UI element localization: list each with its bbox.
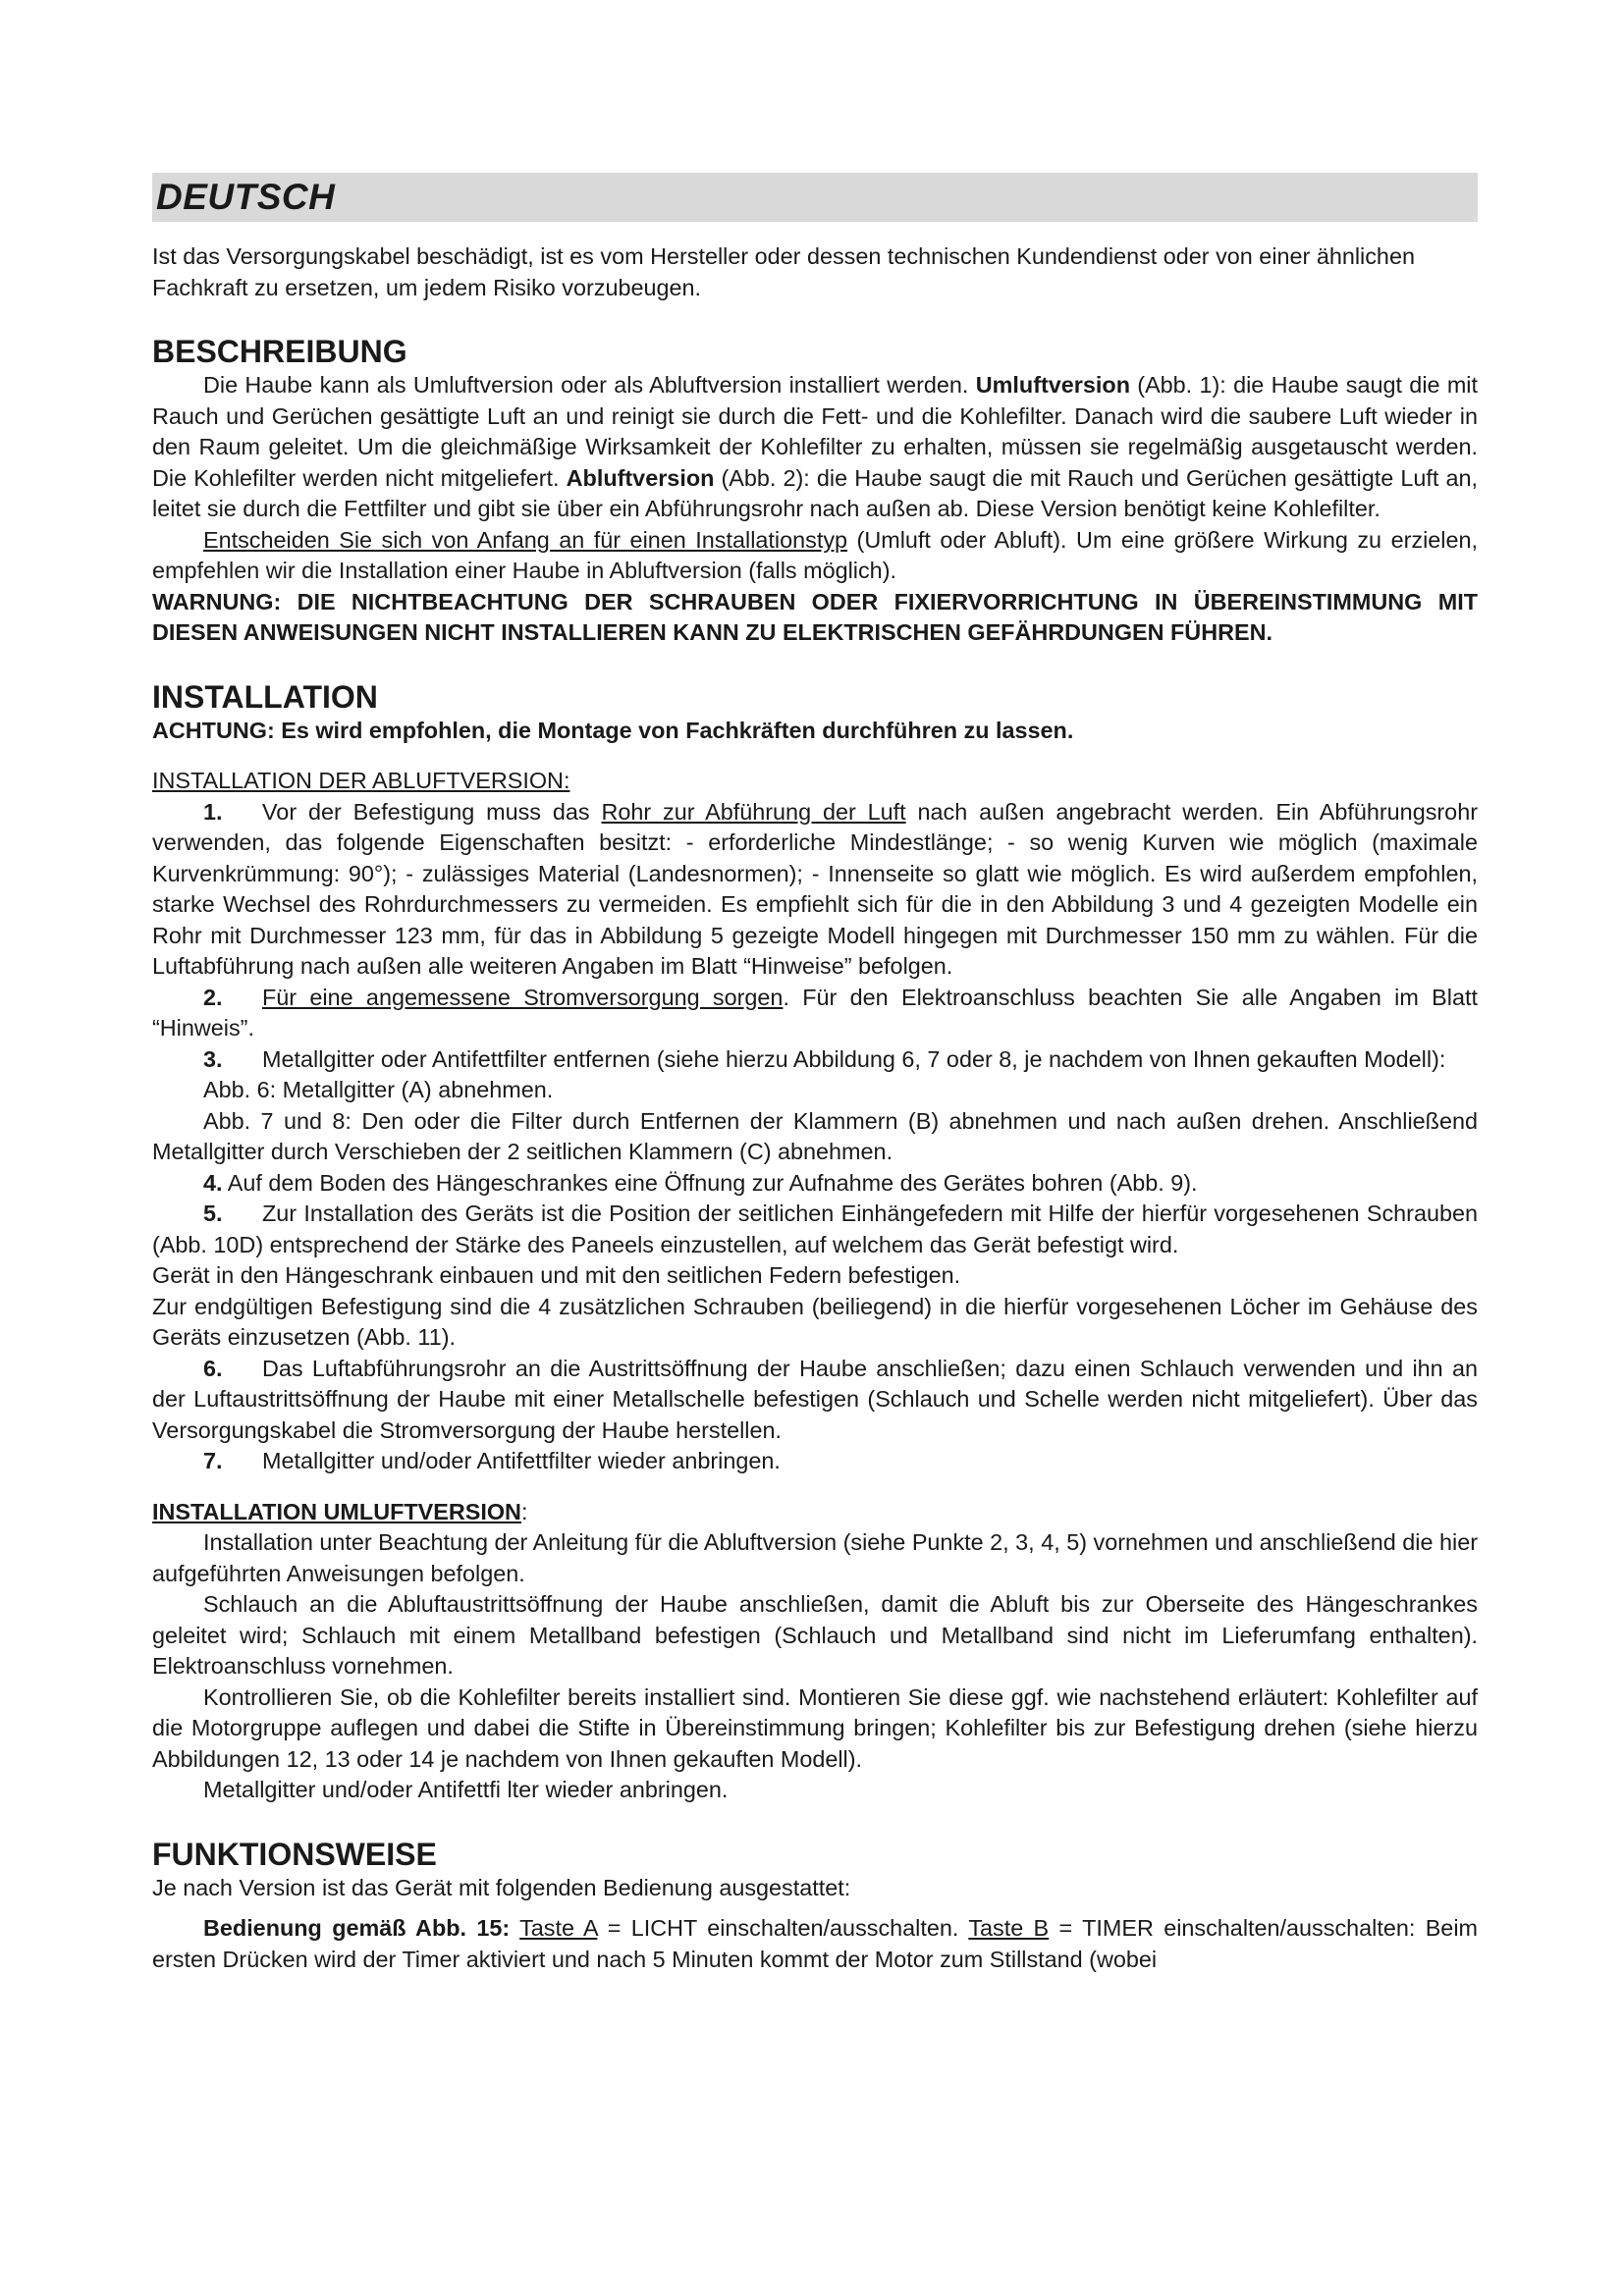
section-heading-beschreibung: BESCHREIBUNG [152, 334, 407, 369]
funktionsweise-intro: Je nach Version ist das Gerät mit folgenden Bedienung ausgestattet: [152, 1874, 851, 1900]
installation-type-paragraph: Entscheiden Sie sich von Anfang an für einen Installationstyp (Umluft oder Abluft). Um eine größere Wirkung zu erzielen, empfehlen wir die Installation einer Haube in Abluftversion (falls möglich). [152, 526, 1478, 583]
umluft-paragraph-4: Metallgitter und/oder Antifettfi lter wieder anbringen. [203, 1777, 729, 1802]
step-1: 1. Vor der Befestigung muss das Rohr zur Abführung der Luft nach außen angebracht werden. Ein Abführungsrohr verwenden, das folgende Eigenschaften besitzt: - erforderliche Mindestlänge; - so wenig Kurven wie möglich (maximale Kurvenkrümmung: 90°); - zulässiges Material (Landesnormen); - Innenseite so glatt wie möglich. Es wird außerdem empfohlen, starke Wechsel des Rohrdurchmessers zu vermeiden. Es empfiehlt sich für die in den Abbildung 3 und 4 gezeigten Modelle ein Rohr mit Durchmesser 123 mm, für das in Abbildung 5 gezeigte Modell hingegen mit Durchmesser 150 mm zu wählen. Für die Luftabführung nach außen alle weiteren Angaben im Blatt “Hinweise” befolgen. [152, 798, 1478, 979]
step-5-b: Gerät in den Hängeschrank einbauen und mit den seitlichen Federn befestigen. [152, 1262, 961, 1288]
step-6: 6. Das Luftabführungsrohr an die Austrittsöffnung der Haube anschließen; dazu einen Schlauch verwenden und ihn an der Luftaustrittsöffnung der Haube mit einer Metallschelle befestigen (Schlauch und Schelle werden nicht mitgeliefert). Über das Versorgungskabel die Stromversorgung der Haube herstellen. [152, 1355, 1478, 1443]
section-heading-funktionsweise: FUNKTIONSWEISE [152, 1836, 437, 1872]
beschreibung-paragraph: Die Haube kann als Umluftversion oder als Abluftversion installiert werden. Umluftversion (Abb. 1): die Haube saugt die mit Rauch und Gerüchen gesättigte Luft an und reinigt sie durch die Fett- und die Kohlefilter. Danach wird die saubere Luft wieder in den Raum geleitet. Um die gleichmäßige Wirksamkeit der Kohlefilter zu erhalten, müssen sie regelmäßig ausgetauscht werden. Die Kohlefilter werden nicht mitgeliefert. Abluftversion (Abb. 2): die Haube saugt die mit Rauch und Gerüchen gesättigte Luft an, leitet sie durch die Fettfilter und gibt sie über ein Abführungsrohr nach außen ab. Diese Version benötigt keine Kohlefilter. [152, 372, 1478, 521]
umluft-paragraph-1: Installation unter Beachtung der Anleitung für die Abluftversion (siehe Punkte 2, 3, 4, 5) vornehmen und anschließend die hier aufgeführten Anweisungen befolgen. [152, 1529, 1478, 1586]
language-header-bar [152, 173, 1478, 222]
step-3: 3. Metallgitter oder Antifettfilter entfernen (siehe hierzu Abbildung 6, 7 oder 8, je nachdem von Ihnen gekauften Modell): [203, 1045, 1446, 1072]
bedienung-paragraph: Bedienung gemäß Abb. 15: Taste A = LICHT einschalten/ausschalten. Taste B = TIMER einschalten/ausschalten: Beim ersten Drücken wird der Timer aktiviert und nach 5 Minuten kommt der Motor zum Stillstand (wobei [152, 1915, 1478, 1972]
step-5: 5. Zur Installation des Geräts ist die Position der seitlichen Einhängefedern mit Hilfe der hierfür vorgesehenen Schrauben (Abb. 10D) entsprechend der Stärke des Paneels einzustellen, auf welchem das Gerät befestigt wird. [152, 1201, 1478, 1257]
step-5-c: Zur endgültigen Befestigung sind die 4 zusätzlichen Schrauben (beiliegend) in die hierfür vorgesehenen Löcher im Gehäuse des Geräts einzusetzen (Abb. 11). [152, 1293, 1478, 1350]
subheading-abluft: INSTALLATION DER ABLUFTVERSION: [152, 768, 570, 793]
intro-paragraph: Ist das Versorgungskabel beschädigt, ist es vom Hersteller oder dessen technischen Kundendienst oder von einer ähnlichen Fachkraft zu ersetzen, um jedem Risiko vorzubeugen. [152, 243, 1415, 300]
warning-text: WARNUNG: DIE NICHTBEACHTUNG DER SCHRAUBEN ODER FIXIERVORRICHTUNG IN ÜBEREINSTIMMUNG MIT DIESEN ANWEISUNGEN NICHT INSTALLIEREN KANN ZU ELEKTRISCHEN GEFÄHRDUNGEN FÜHREN. [152, 588, 1478, 645]
umluft-paragraph-3: Kontrollieren Sie, ob die Kohlefilter bereits installiert sind. Montieren Sie diese ggf. wie nachstehend erläutert: Kohlefilter auf die Motorgruppe auflegen und dabei die Stifte in Übereinstimmung bringen; Kohlefilter bis zur Befestigung drehen (siehe hierzu Abbildungen 12, 13 oder 14 je nachdem von Ihnen gekauften Modell). [152, 1683, 1478, 1772]
section-heading-installation: INSTALLATION [152, 678, 378, 715]
step-7: 7. Metallgitter und/oder Antifettfilter wieder anbringen. [203, 1448, 781, 1473]
language-header: DEUTSCH [156, 177, 336, 217]
step-4: 4. Auf dem Boden des Hängeschrankes eine Öffnung zur Aufnahme des Gerätes bohren (Abb. 9). [203, 1169, 1198, 1196]
step-2: 2. Für eine angemessene Stromversorgung sorgen. Für den Elektroanschluss beachten Sie alle Angaben im Blatt “Hinweis”. [152, 984, 1478, 1041]
step-3-sub-b: Abb. 7 und 8: Den oder die Filter durch Entfernen der Klammern (B) abnehmen und nach außen drehen. Anschließend Metallgitter durch Verschieben der 2 seitlichen Klammern (C) abnehmen. [152, 1107, 1478, 1164]
manual-page [152, 173, 1478, 1975]
subheading-umluft: INSTALLATION UMLUFTVERSION: [152, 1498, 528, 1524]
step-3-sub-a: Abb. 6: Metallgitter (A) abnehmen. [203, 1077, 554, 1102]
umluft-paragraph-2: Schlauch an die Abluftaustrittsöffnung der Haube anschließen, damit die Abluft bis zur Oberseite des Hängeschrankes geleitet wird; Schlauch mit einem Metallband befestigen (Schlauch und Metallband sind nicht im Lieferumfang enthalten). Elektroanschluss vornehmen. [152, 1591, 1478, 1679]
installation-note: ACHTUNG: Es wird empfohlen, die Montage von Fachkräften durchführen zu lassen. [152, 717, 1074, 743]
